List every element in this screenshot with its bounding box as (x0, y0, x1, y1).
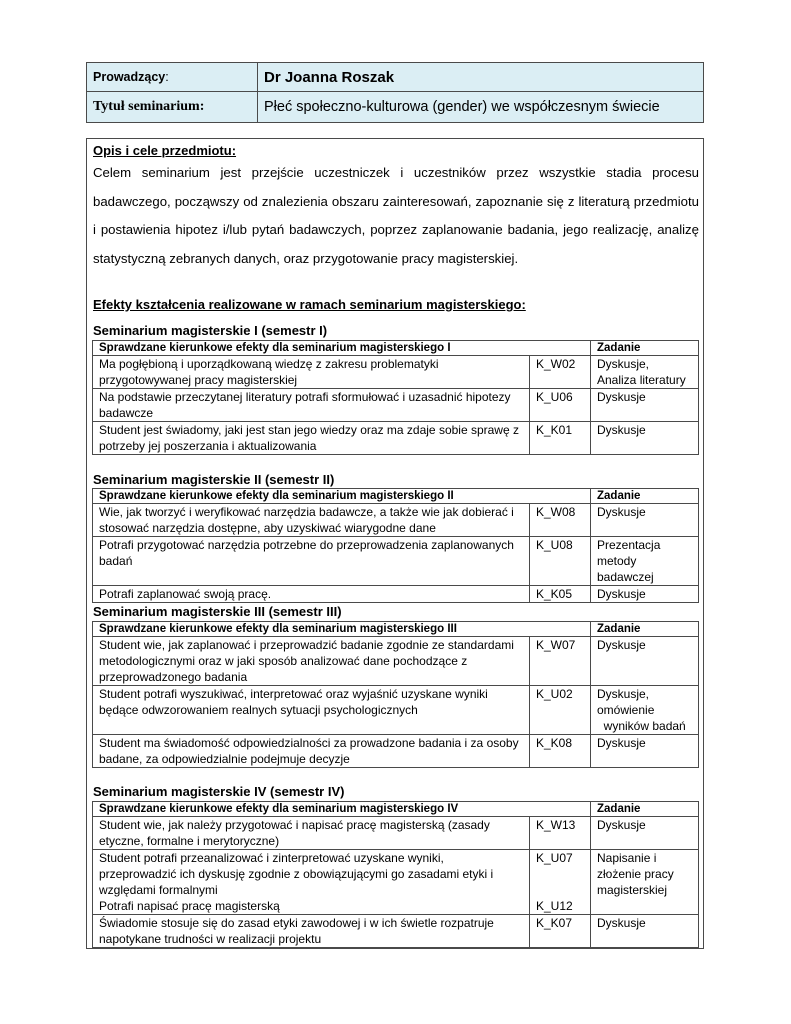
table-header-row (93, 802, 699, 817)
table-row (93, 356, 699, 389)
code-cell: K_U07 K_U12 (530, 850, 591, 915)
semester-heading-3: Seminarium magisterskie III (semestr III) (93, 604, 342, 619)
effect-cell: Student potrafi wyszukiwać, interpretować oraz wyjaśnić uzyskane wyniki będące odwzorowaniem realnych sytuacji psychologicznych (93, 686, 530, 735)
task-cell: Dyskusje (591, 586, 699, 603)
semester-heading-4: Seminarium magisterskie IV (semestr IV) (93, 784, 345, 799)
effect-cell: Wie, jak tworzyć i weryfikować narzędzia badawcze, a także wie jak dobierać i stosować narzędzia dostępne, aby uzyskiwać wiarygodne dane (93, 504, 530, 537)
effect-cell: Student jest świadomy, jaki jest stan jego wiedzy oraz ma zdaje sobie sprawę z potrzeby jej poszerzania i aktualizowania (93, 422, 530, 455)
effect-cell: Potrafi przygotować narzędzia potrzebne do przeprowadzenia zaplanowanych badań (93, 537, 530, 586)
table-row (93, 504, 699, 537)
code-cell: K_U02 (530, 686, 591, 735)
task-cell: Dyskusje, Analiza literatury (591, 356, 699, 389)
description-text: Celem seminarium jest przejście uczestniczek i uczestników przez wszystkie stadia procesu badawczego, począwszy od znalezienia obszaru zainteresowań, zapoznanie się z literaturą przedmiotu i postawienia hipotez i/lub pytań badawczych, poprzez zaplanowanie badania, jego realizację, analizę statystyczną zebranych danych, oraz przygotowanie pracy magisterskiej. (93, 165, 699, 266)
col-effects-header: Sprawdzane kierunkowe efekty dla seminarium magisterskiego II (93, 489, 591, 504)
effect-cell: Student wie, jak zaplanować i przeprowadzić badanie zgodnie ze standardami metodologicznymi oraz w jaki sposób analizować dane pochodzące z przeprowadzonego badania (93, 637, 530, 686)
table-row (93, 817, 699, 850)
col-task-header: Zadanie (591, 489, 699, 504)
task-cell: Dyskusje (591, 389, 699, 422)
task-cell: Prezentacja metody badawczej (591, 537, 699, 586)
table-row (93, 850, 699, 915)
code-cell: K_W07 (530, 637, 591, 686)
code-cell: K_U08 (530, 537, 591, 586)
semester-heading-2: Seminarium magisterskie II (semestr II) (93, 472, 335, 487)
task-cell: Napisanie i złożenie pracy magisterskiej (591, 850, 699, 915)
table-row (93, 586, 699, 603)
table-row (93, 637, 699, 686)
code-cell: K_K05 (530, 586, 591, 603)
code-cell: K_W02 (530, 356, 591, 389)
table-row (93, 735, 699, 768)
semester-table-1 (92, 340, 699, 455)
lecturer-label-cell (87, 63, 258, 92)
title-value: Płeć społeczno-kulturowa (gender) we współczesnym świecie (258, 92, 704, 123)
table-header-row (93, 489, 699, 504)
code-cell: K_W13 (530, 817, 591, 850)
semester-table-2 (92, 488, 699, 603)
effect-cell: Ma pogłębioną i uporządkowaną wiedzę z zakresu problematyki przygotowywanej pracy magisterskiej (93, 356, 530, 389)
col-effects-header: Sprawdzane kierunkowe efekty dla seminarium magisterskiego III (93, 622, 591, 637)
semester-table-3 (92, 621, 699, 768)
lecturer-label: Prowadzący (93, 70, 166, 84)
effect-cell: Świadomie stosuje się do zasad etyki zawodowej i w ich świetle rozpatruje napotykane trudności w realizacji projektu (93, 915, 530, 948)
effect-cell: Na podstawie przeczytanej literatury potrafi sformułować i uzasadnić hipotezy badawcze (93, 389, 530, 422)
code-cell: K_U06 (530, 389, 591, 422)
col-task-header: Zadanie (591, 802, 699, 817)
code-cell: K_K08 (530, 735, 591, 768)
table-header-row (93, 341, 699, 356)
col-effects-header: Sprawdzane kierunkowe efekty dla seminarium magisterskiego IV (93, 802, 591, 817)
lecturer-colon: : (165, 70, 169, 84)
title-label: Tytuł seminarium: (87, 92, 258, 123)
lecturer-name: Dr Joanna Roszak (258, 63, 704, 92)
task-cell: Dyskusje (591, 637, 699, 686)
table-row (93, 686, 699, 735)
table-row (93, 915, 699, 948)
task-cell: Dyskusje (591, 735, 699, 768)
col-effects-header: Sprawdzane kierunkowe efekty dla seminarium magisterskiego I (93, 341, 591, 356)
code-cell: K_K07 (530, 915, 591, 948)
effect-cell: Student potrafi przeanalizować i zinterpretować uzyskane wyniki, przeprowadzić ich dyskusję zgodnie z obowiązującymi go zasadami etyki i względami formalnymi Potrafi napisać pracę magisterską (93, 850, 530, 915)
task-cell: Dyskusje (591, 817, 699, 850)
task-cell: Dyskusje (591, 915, 699, 948)
effect-cell: Student ma świadomość odpowiedzialności za prowadzone badania i za osoby badane, za odpowiedzialnie podejmuje decyzje (93, 735, 530, 768)
col-task-header: Zadanie (591, 622, 699, 637)
description-heading: Opis i cele przedmiotu: (93, 143, 237, 158)
header-table (86, 62, 704, 123)
effect-cell: Student wie, jak należy przygotować i napisać pracę magisterską (zasady etyczne, formalne i merytoryczne) (93, 817, 530, 850)
content-box (86, 138, 704, 949)
table-row (93, 537, 699, 586)
task-cell: Dyskusje, omówienie wyników badań (591, 686, 699, 735)
task-cell: Dyskusje (591, 422, 699, 455)
task-cell: Dyskusje (591, 504, 699, 537)
effects-heading: Efekty kształcenia realizowane w ramach seminarium magisterskiego: (93, 297, 526, 312)
semester-heading-1: Seminarium magisterskie I (semestr I) (93, 323, 328, 338)
semester-table-4 (92, 801, 699, 948)
table-header-row (93, 622, 699, 637)
code-cell: K_K01 (530, 422, 591, 455)
table-row (93, 389, 699, 422)
effect-cell: Potrafi zaplanować swoją pracę. (93, 586, 530, 603)
table-row (93, 422, 699, 455)
code-cell: K_W08 (530, 504, 591, 537)
col-task-header: Zadanie (591, 341, 699, 356)
